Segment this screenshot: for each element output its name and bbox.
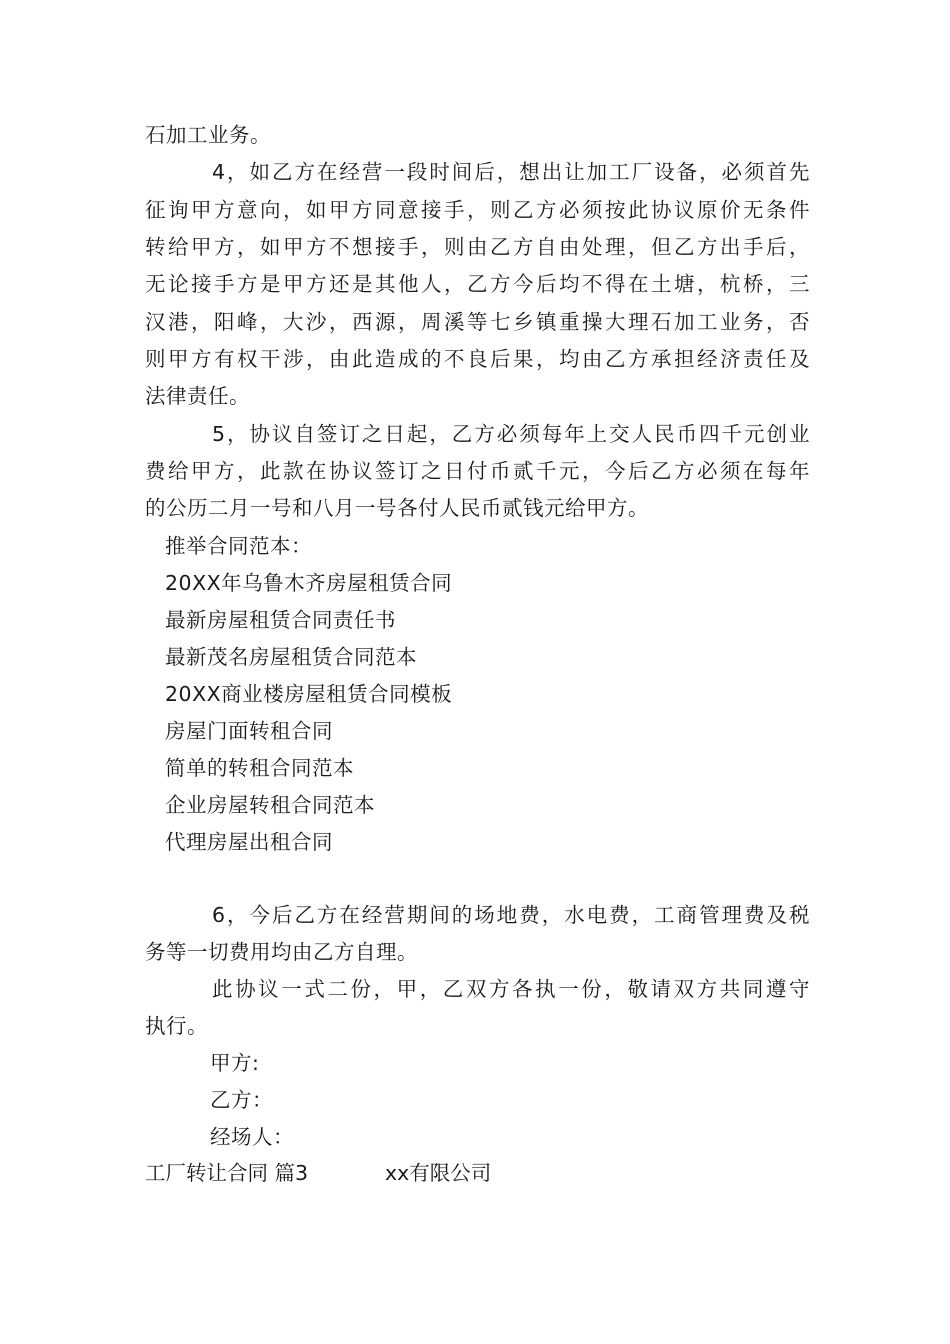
recommend-link[interactable]: 20XX商业楼房屋租赁合同模板 — [165, 682, 453, 706]
party-a-signature: 甲方: — [210, 1051, 260, 1075]
paragraph-4-line: 法律责任。 — [145, 384, 250, 408]
paragraph-4-line: 汉港，阳峰，大沙，西源，周溪等七乡镇重操大理石加工业务，否 — [145, 310, 810, 334]
paragraph-3-tail: 石加工业务。 — [145, 123, 271, 147]
party-b-signature: 乙方： — [210, 1088, 273, 1112]
paragraph-7-line: 执行。 — [145, 1014, 208, 1038]
paragraph-5-line: 的公历二月一号和八月一号各付人民币贰钱元给甲方。 — [145, 496, 649, 520]
paragraph-4-line: 无论接手方是甲方还是其他人，乙方今后均不得在土塘，杭桥，三 — [145, 272, 810, 296]
recommend-link[interactable]: 企业房屋转租合同范本 — [165, 793, 375, 817]
company-name: xx有限公司 — [385, 1161, 492, 1185]
recommend-title: 推举合同范本： — [165, 534, 312, 558]
paragraph-4-line: 转给甲方，如甲方不想接手，则由乙方自由处理，但乙方出手后， — [145, 235, 810, 259]
section-heading: 工厂转让合同 篇3 — [145, 1161, 309, 1185]
handler-signature: 经场人： — [210, 1125, 294, 1149]
recommend-link[interactable]: 简单的转租合同范本 — [165, 756, 354, 780]
paragraph-5-line: 费给甲方，此款在协议签订之日付币贰千元，今后乙方必须在每年 — [145, 459, 810, 483]
paragraph-4-line: 则甲方有权干涉，由此造成的不良后果，均由乙方承担经济责任及 — [145, 347, 810, 371]
paragraph-4-line: 征询甲方意向，如甲方同意接手，则乙方必须按此协议原价无条件 — [145, 198, 810, 222]
paragraph-7-line: 此协议一式二份，甲，乙双方各执一份，敬请双方共同遵守 — [212, 977, 810, 1001]
recommend-link[interactable]: 20XX年乌鲁木齐房屋租赁合同 — [165, 571, 453, 595]
recommend-link[interactable]: 最新茂名房屋租赁合同范本 — [165, 645, 417, 669]
paragraph-6-line: 务等一切费用均由乙方自理。 — [145, 940, 418, 964]
paragraph-5-line: 5，协议自签订之日起，乙方必须每年上交人民币四千元创业 — [212, 422, 810, 446]
paragraph-6-line: 6，今后乙方在经营期间的场地费，水电费，工商管理费及税 — [212, 903, 810, 927]
recommend-link[interactable]: 最新房屋租赁合同责任书 — [165, 608, 396, 632]
paragraph-4-line: 4，如乙方在经营一段时间后，想出让加工厂设备，必须首先 — [212, 160, 810, 184]
recommend-link[interactable]: 代理房屋出租合同 — [165, 830, 333, 854]
recommend-link[interactable]: 房屋门面转租合同 — [165, 719, 333, 743]
